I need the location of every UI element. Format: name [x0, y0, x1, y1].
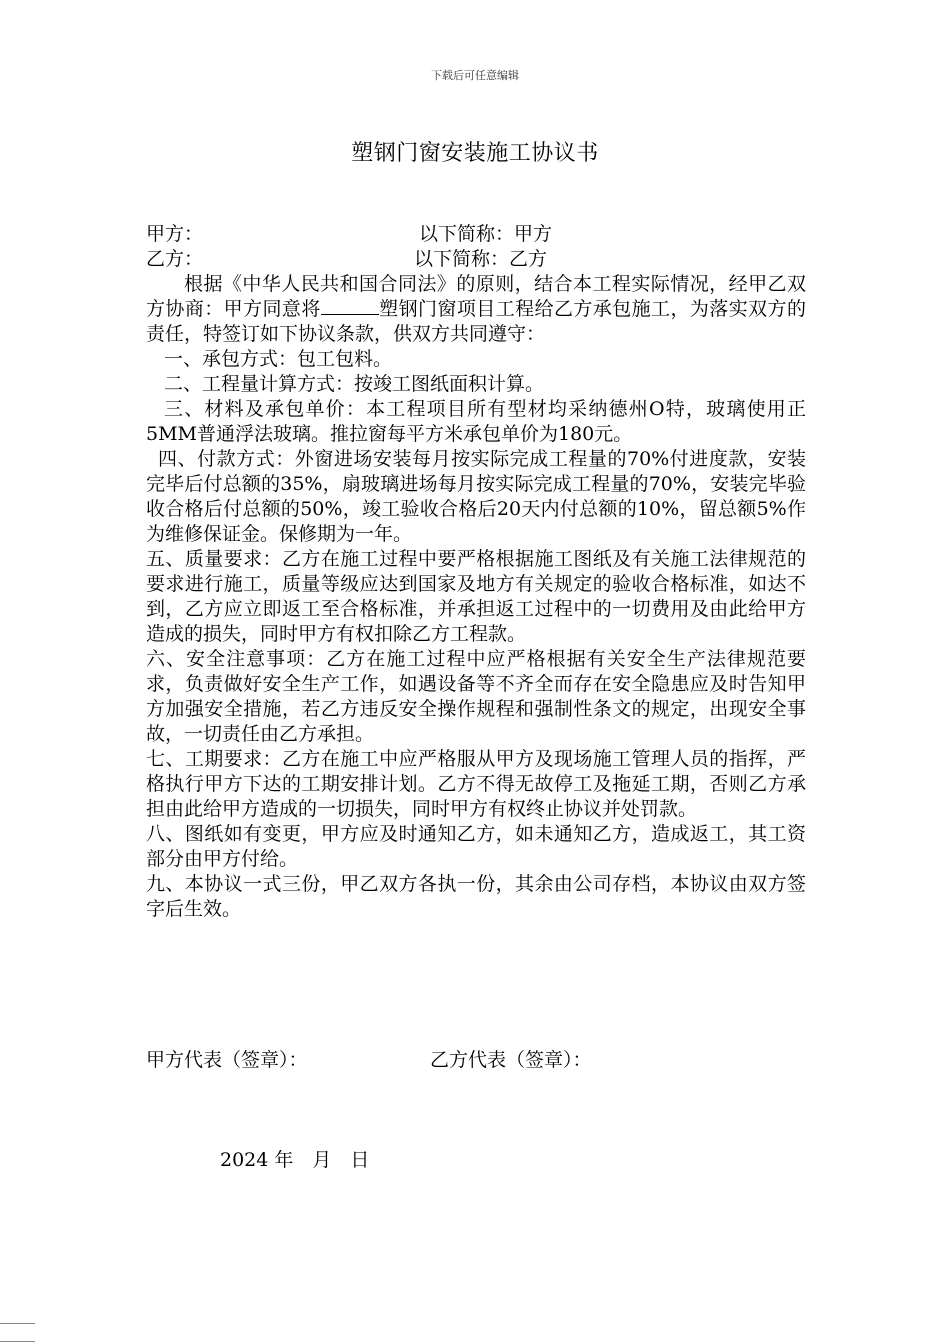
party-b-signature-label: 乙方代表（签章）： [430, 1049, 592, 1071]
party-a-label: 甲方： [146, 223, 204, 245]
party-b-line [146, 247, 806, 272]
party-b-label: 乙方： [146, 248, 204, 270]
clause-4: 四、付款方式：外窗进场安装每月按实际完成工程量的70%付进度款，安装完毕后付总额的35%，扇玻璃进场每月按实际完成工程量的70%，安装完毕验收合格后付总额的50%，竣工验收合格后20天内付总额的10%，留总额5%作为维修保证金。保修期为一年。 [146, 448, 806, 545]
page-corner-mark-top [0, 1323, 35, 1324]
clause-3: 三、材料及承包单价：本工程项目所有型材均采纳德州O特，玻璃使用正5MM普通浮法玻璃。推拉窗每平方米承包单价为180元。 [146, 398, 806, 445]
page-corner-mark-bottom [0, 1341, 35, 1342]
document-title: 塑钢门窗安装施工协议书 [351, 141, 599, 166]
signing-date: 2024 年 月 日 [220, 1149, 370, 1171]
intro-text-after: 塑钢门窗项目工程给乙方承包施工，为落实双方的责任，特签订如下协议条款，供双方共同遵守： [146, 298, 806, 345]
clause-8: 八、图纸如有变更，甲方应及时通知乙方，如未通知乙方，造成返工，其工资部分由甲方付给。 [146, 823, 806, 870]
intro-paragraph [146, 272, 806, 347]
clause-7: 七、工期要求：乙方在施工中应严格服从甲方及现场施工管理人员的指挥，严格执行甲方下达的工期安排计划。乙方不得无故停工及拖延工期，否则乙方承担由此给甲方造成的一切损失，同时甲方有权终止协议并处罚款。 [146, 748, 806, 820]
clause-9: 九、本协议一式三份，甲乙双方各执一份，其余由公司存档，本协议由双方签字后生效。 [146, 873, 806, 920]
intro-text-before: 根据《中华人民共和国合同法》的原则，结合本工程实际情况，经甲乙双方协商：甲方同意将 [146, 273, 806, 320]
project-name-blank [321, 297, 379, 315]
party-a-alias: 以下简称：甲方 [419, 223, 553, 245]
signature-row [146, 1045, 806, 1071]
clause-5: 五、质量要求：乙方在施工过程中要严格根据施工图纸及有关施工法律规范的要求进行施工，质量等级应达到国家及地方有关规定的验收合格标准，如达不到，乙方应立即返工至合格标准，并承担返工过程中的一切费用及由此给甲方造成的损失，同时甲方有权扣除乙方工程款。 [146, 548, 806, 645]
header-note: 下载后可任意编辑 [431, 69, 519, 82]
party-a-signature-label: 甲方代表（签章）： [146, 1049, 308, 1071]
clause-2: 二、工程量计算方式：按竣工图纸面积计算。 [164, 373, 545, 395]
party-a-line [146, 222, 806, 247]
clause-6: 六、安全注意事项：乙方在施工过程中应严格根据有关安全生产法律规范要求，负责做好安全生产工作，如遇设备等不齐全而存在安全隐患应及时告知甲方加强安全措施，若乙方违反安全操作规程和强制性条文的规定，出现安全事故，一切责任由乙方承担。 [146, 648, 806, 745]
clause-1: 一、承包方式：包工包料。 [164, 348, 393, 370]
party-b-alias: 以下简称：乙方 [414, 248, 548, 270]
agreement-body [146, 222, 806, 922]
